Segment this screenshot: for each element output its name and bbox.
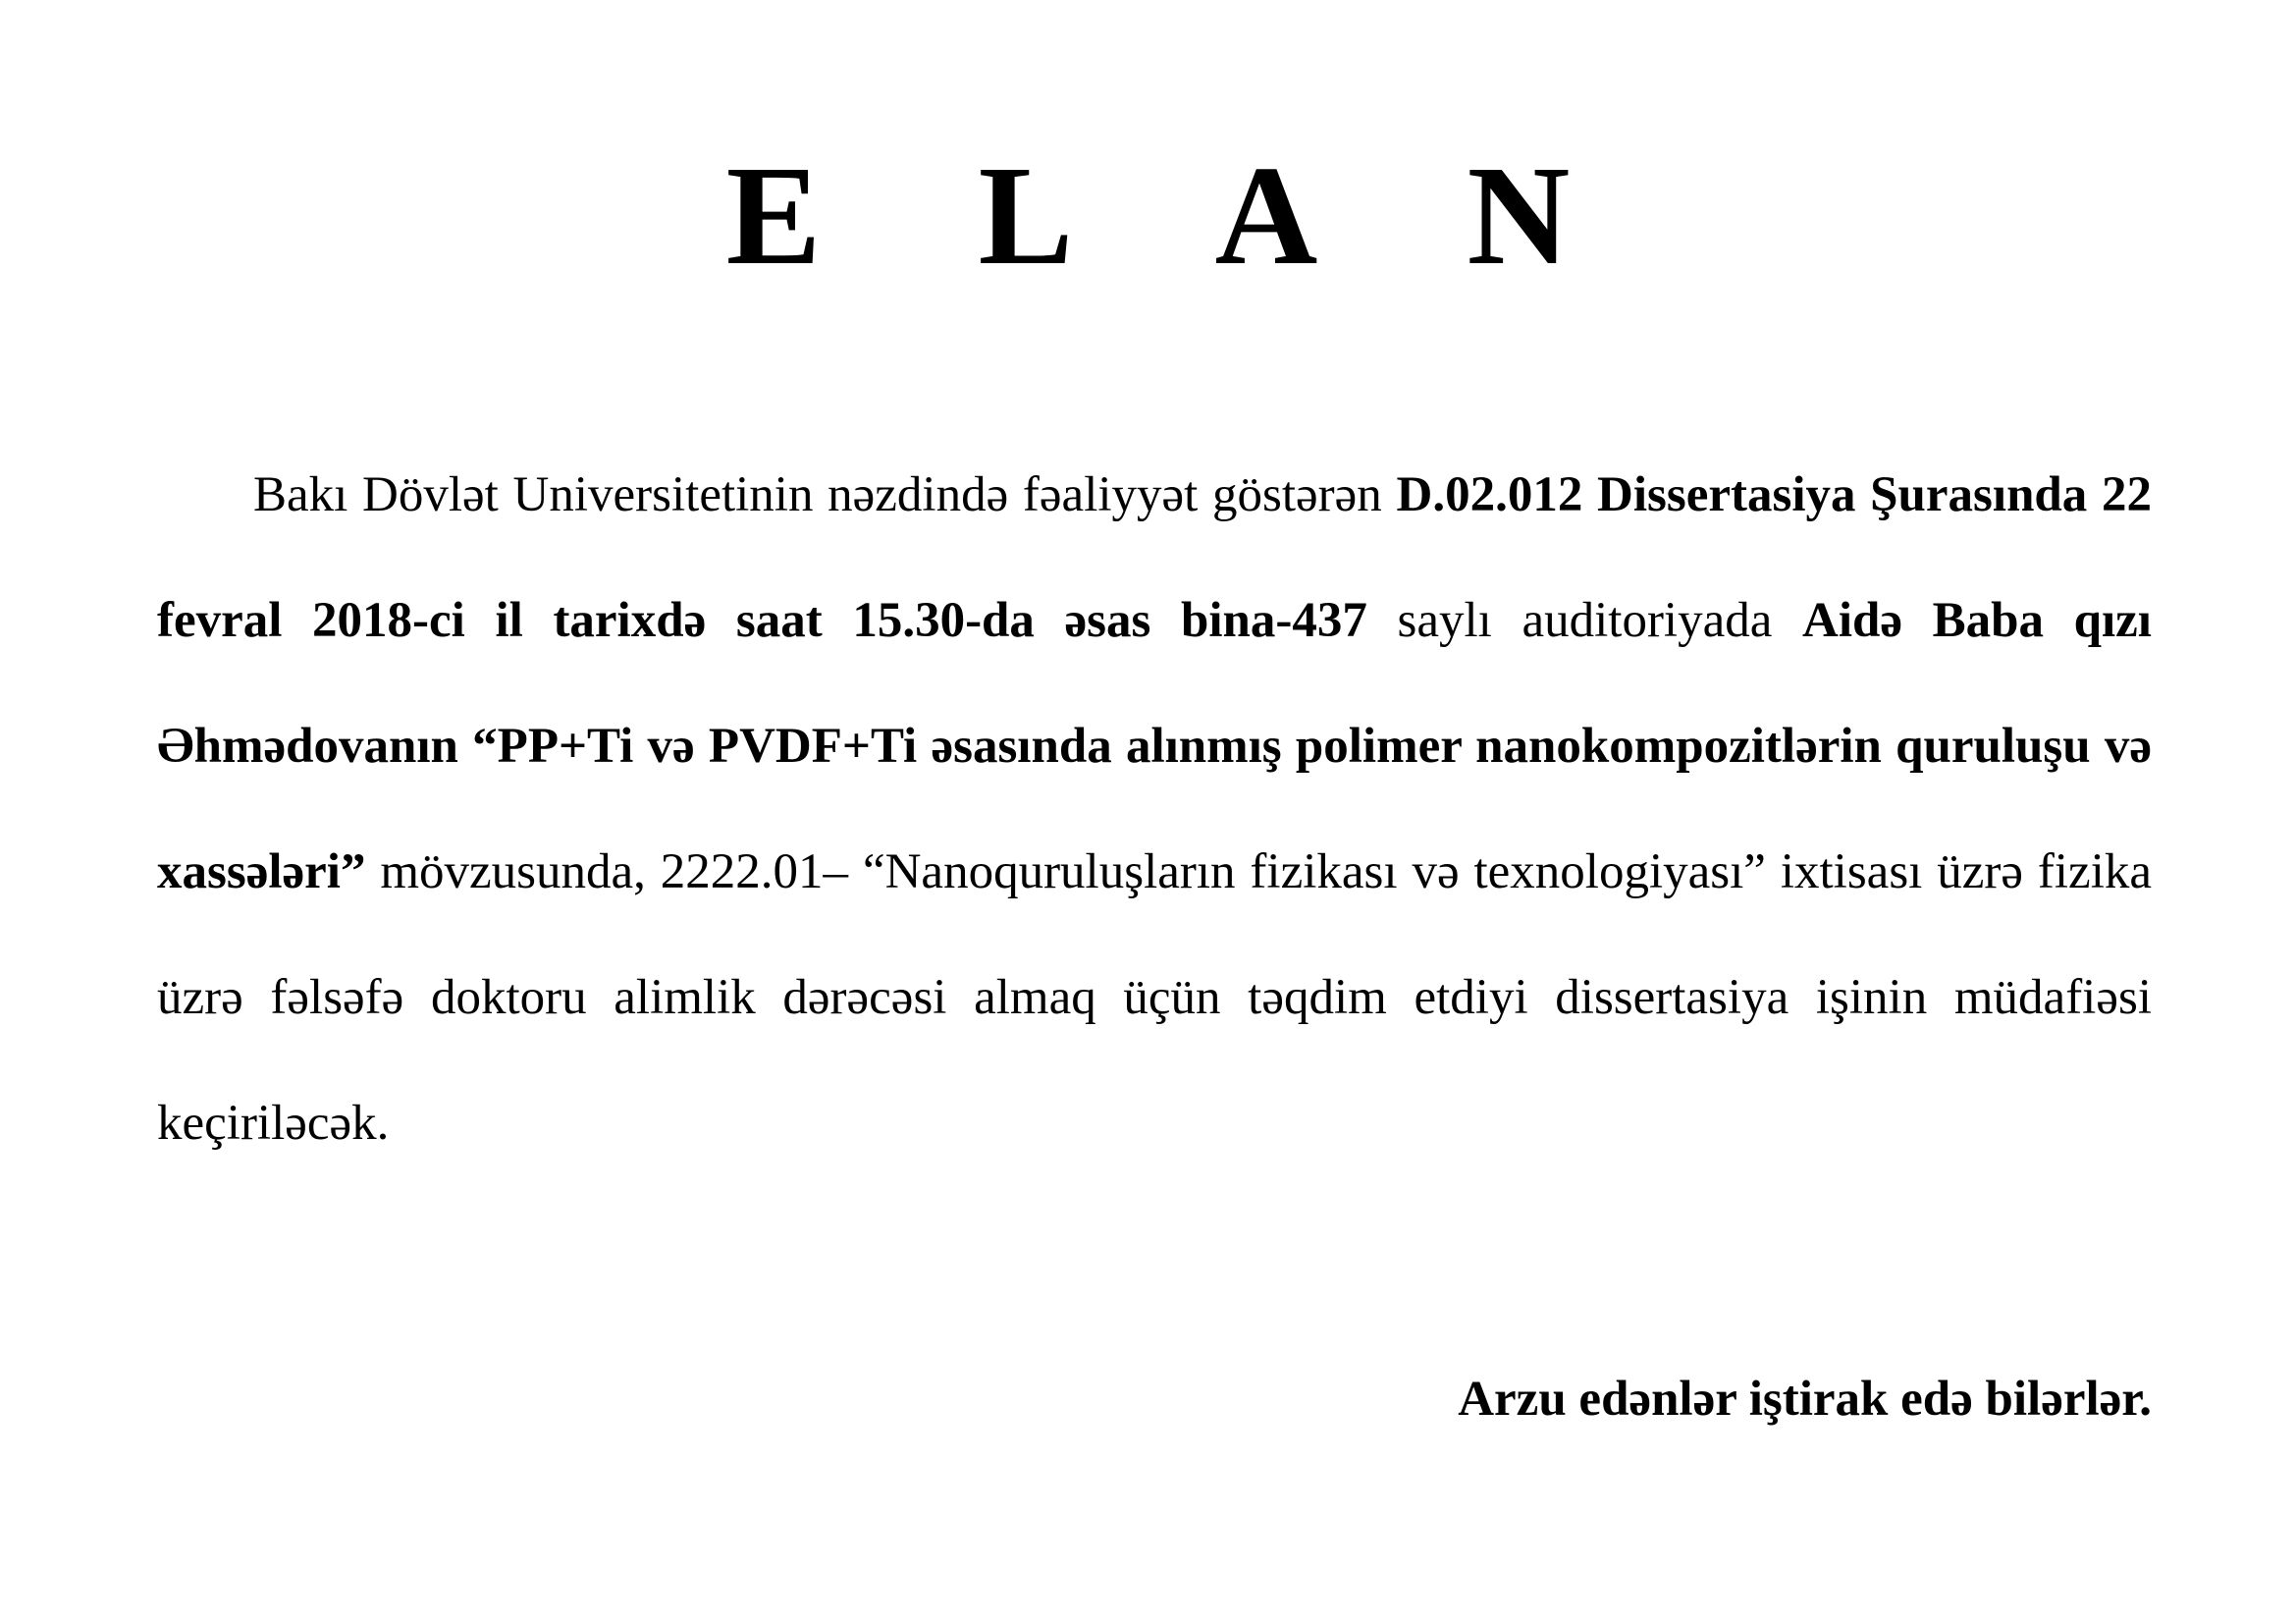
council-date-location: D.02.012 Dissertasiya Şurasında 22 fevral 2018-ci il tarixdə saat 15.30-da əsas bina-437: [157, 467, 2152, 648]
announcement-paragraph: [157, 432, 2152, 1186]
paragraph-text-3: mövzusunda, 2222.01– “Nanoquruluşların fizikası və texnologiyası” ixtisası üzrə fizika üzrə fəlsəfə doktoru alimlik dərəcəsi almaq üçün təqdim etdiyi dissertasiya işinin müdafiəsi keçiriləcək.: [157, 844, 2152, 1151]
paragraph-text-1: Bakı Dövlət Universitetinin nəzdində fəaliyyət göstərən: [253, 467, 1397, 522]
candidate-thesis-title: Aidə Baba qızı Əhmədovanın “PP+Ti və PVDF+Ti əsasında alınmış polimer nanokompozitlərin quruluşu və xassələri”: [157, 593, 2152, 899]
closing-note: Arzu edənlər iştirak edə bilərlər.: [1458, 1372, 2152, 1427]
paragraph-text-2: saylı auditoriyada: [1366, 593, 1802, 648]
page-title: E L A N: [725, 137, 1631, 295]
